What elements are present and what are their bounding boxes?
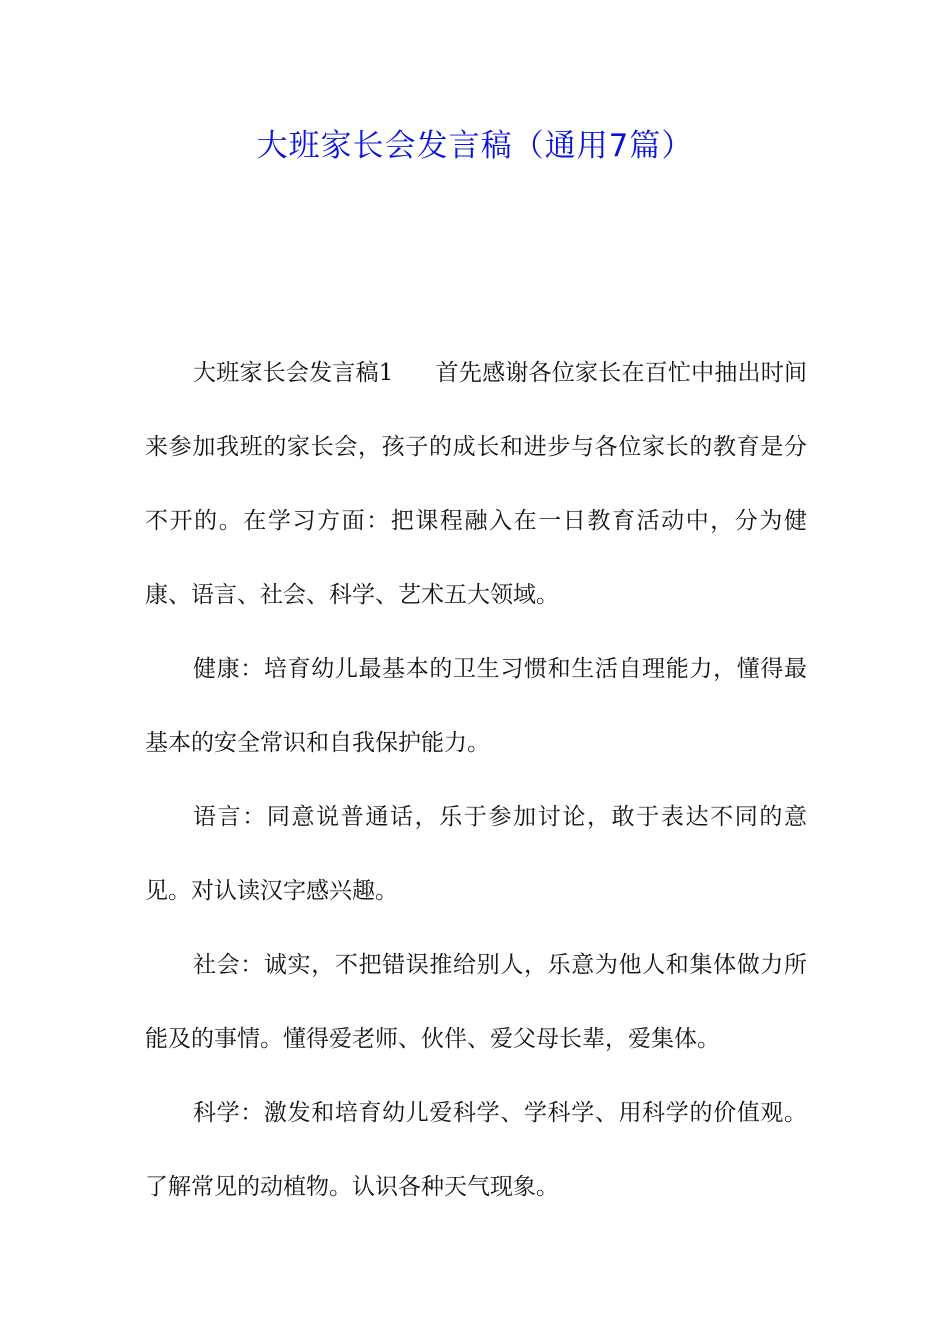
paragraph-health: 健康：培育幼儿最基本的卫生习惯和生活自理能力，懂得最基本的安全常识和自我保护能力。 xyxy=(145,656,807,756)
paragraph-intro xyxy=(145,336,807,632)
section-label: 大班家长会发言稿1 xyxy=(193,360,394,386)
paragraph-society: 社会：诚实，不把错误推给别人，乐意为他人和集体做力所能及的事情。懂得爱老师、伙伴、爱父母长辈，爱集体。 xyxy=(145,952,807,1052)
paragraph-language: 语言：同意说普通话，乐于参加讨论，敢于表达不同的意见。对认读汉字感兴趣。 xyxy=(145,804,807,904)
document-title: 大班家长会发言稿（通用7篇） xyxy=(256,128,694,164)
paragraph-science: 科学：激发和培育幼儿爱科学、学科学、用科学的价值观。了解常见的动植物。认识各种天气现象。 xyxy=(145,1100,807,1200)
document-body xyxy=(145,336,807,1224)
paragraph-intro-text: 首先感谢各位家长在百忙中抽出时间来参加我班的家长会，孩子的成长和进步与各位家长的教育是分不开的。在学习方面：把课程融入在一日教育活动中，分为健康、语言、社会、科学、艺术五大领域。 xyxy=(145,360,807,608)
